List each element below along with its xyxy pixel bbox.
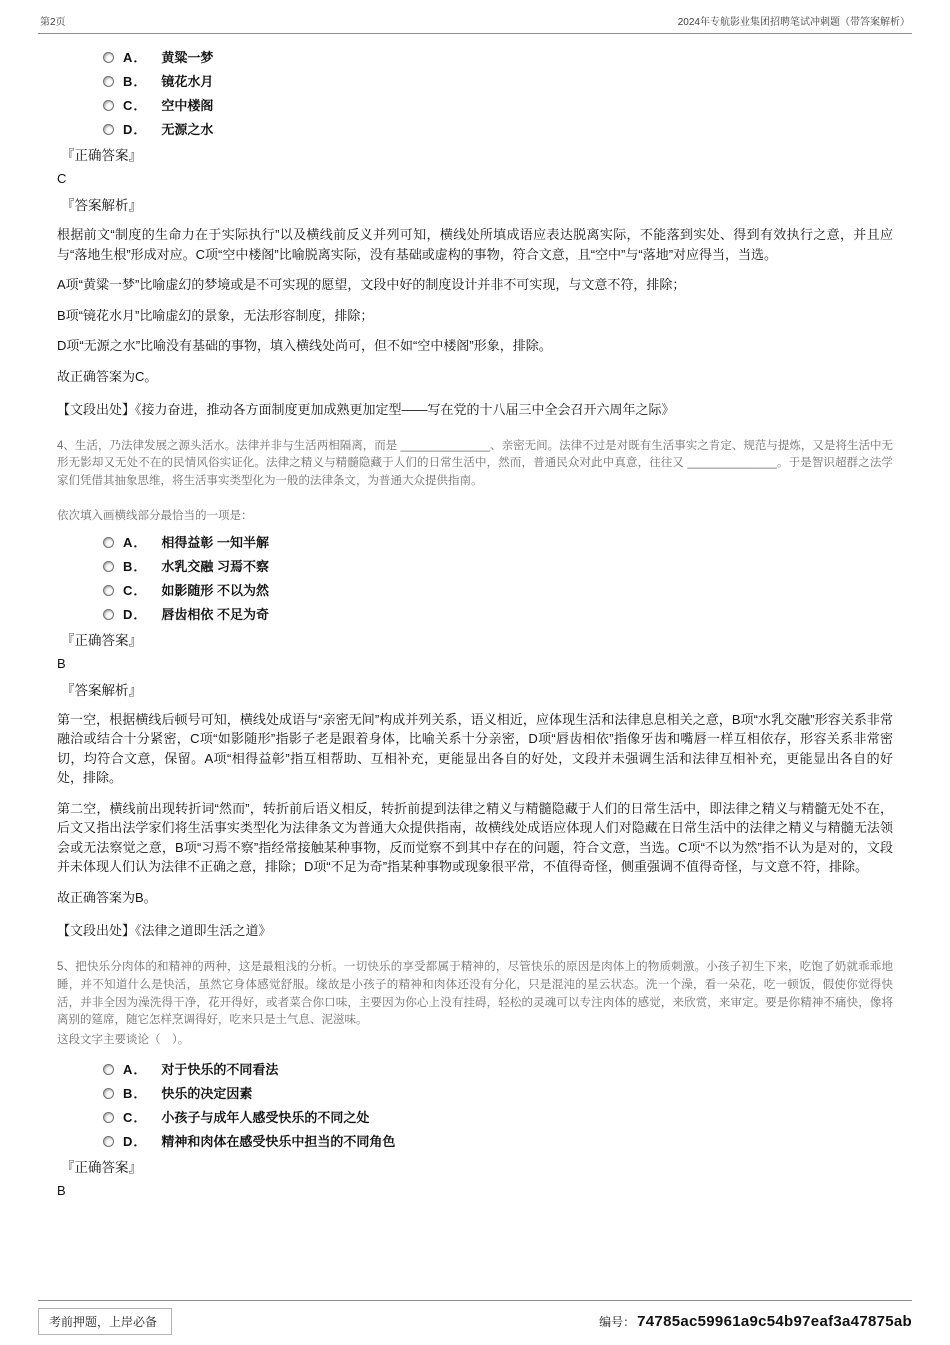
option-letter: B． — [123, 1086, 148, 1101]
radio-button[interactable] — [103, 76, 114, 87]
document-code — [599, 1313, 912, 1330]
radio-button[interactable] — [103, 1112, 114, 1123]
radio-button[interactable] — [103, 1088, 114, 1099]
correct-answer-label: 『正确答案』 — [61, 632, 142, 648]
question-5-block — [57, 959, 893, 1199]
question-4-block — [57, 438, 893, 941]
answer-analysis-label: 『答案解析』 — [61, 198, 142, 213]
option-letter: C． — [123, 582, 148, 598]
page-content — [57, 50, 893, 1199]
document-title: 2024年专航影业集团招聘笔试冲刺题（带答案解析） — [677, 17, 910, 28]
option-row — [103, 74, 893, 89]
analysis-paragraph: 根据前文“制度的生命力在于实际执行”以及横线前反义并列可知，横线处所填成语应表达脱离实际，不能落到实处、得到有效执行之意，并且应与“落地生根”形成对应。C项“空中楼阁”比喻脱离实际，没有基础或虚构的事物，符合文意，且“空中”与“落地”对应得当，当选。 — [57, 227, 893, 262]
option-letter: D． — [123, 122, 148, 137]
option-letter: A． — [123, 534, 148, 550]
analysis-paragraph: B项“镜花水月”比喻虚幻的景象，无法形容制度，排除； — [57, 307, 374, 323]
option-letter: C． — [123, 1110, 148, 1125]
correct-answer-value: C — [57, 171, 67, 186]
radio-button[interactable] — [103, 561, 114, 572]
page-number: 第2页 — [40, 17, 66, 28]
option-text: 如影随形 不以为然 — [161, 582, 270, 598]
option-row — [103, 122, 893, 137]
option-row — [103, 50, 893, 65]
option-letter: D． — [123, 606, 148, 622]
correct-answer-label: 『正确答案』 — [61, 1160, 142, 1175]
option-letter: A． — [123, 50, 148, 65]
radio-button[interactable] — [103, 124, 114, 135]
code-value: 74785ac59961a9c54b97eaf3a47875ab — [637, 1313, 912, 1330]
analysis-paragraph: A项“黄粱一梦”比喻虚幻的梦境或是不可实现的愿望，文段中好的制度设计并非不可实现，与文意不符，排除； — [57, 277, 686, 292]
analysis-paragraph: 第二空，横线前出现转折词“然而”，转折前后语义相反，转折前提到法律之精义与精髓隐藏于人们的日常生活中，即法律之精义与精髓无处不在，后文又指出法学家们将生活事实类型化为法律条文为普通大众提供指南，故横线处成语应体现人们对隐藏在日常生活中的法律之精义与精髓无法领会或无法察觉之意，B项“习焉不察”指经常接触某种事物，反而觉察不到其中存在的问题，符合文意，当选。C项“不以为然”指不认为是对的，文段并未体现人们认为法律不正确之意，排除；D项“不足为奇”指某种事物或现象很平常，不值得奇怪，侧重强调不值得奇怪，与文意不符，排除。 — [57, 800, 893, 875]
option-row — [103, 535, 893, 550]
answer-analysis-label: 『答案解析』 — [61, 682, 142, 698]
option-text: 镜花水月 — [161, 74, 214, 89]
option-text: 水乳交融 习焉不察 — [161, 558, 270, 574]
question-3-block — [57, 50, 893, 420]
analysis-conclusion: 故正确答案为C。 — [57, 368, 158, 384]
option-text: 对于快乐的不同看法 — [161, 1062, 279, 1077]
option-row — [103, 607, 893, 622]
option-text: 快乐的决定因素 — [161, 1086, 253, 1101]
option-row — [103, 1086, 893, 1101]
page-header — [38, 0, 912, 34]
option-row — [103, 1134, 893, 1149]
question-stem: 5、把快乐分肉体的和精神的两种，这是最粗浅的分析。一切快乐的享受都属于精神的，尽管快乐的原因是肉体上的物质刺激。小孩子初生下来，吃饱了奶就乖乖地睡，并不知道什么是快活，虽然它身体感觉舒服。缘故是小孩子的精神和肉体还没有分化，只是混沌的星云状态。洗一个澡，看一朵花，吃一顿饭，假使你觉得快活，并非全因为澡洗得干净，花开得好，或者菜合你口味，主要因为你心上没有挂碍，轻松的灵魂可以专注肉体的感觉，来欣赏，来审定。要是你精神不痛快，像将离别的筵席，随它怎样烹调得好，吃来只是土气息、泥滋味。 — [57, 960, 893, 1027]
radio-button[interactable] — [103, 609, 114, 620]
radio-button[interactable] — [103, 1064, 114, 1075]
radio-button[interactable] — [103, 537, 114, 548]
radio-button[interactable] — [103, 1136, 114, 1147]
option-text: 唇齿相依 不足为奇 — [161, 606, 270, 622]
analysis-conclusion: 故正确答案为B。 — [57, 889, 157, 905]
question-3-options — [57, 50, 893, 137]
option-row — [103, 98, 893, 113]
option-text: 无源之水 — [161, 122, 214, 137]
option-text: 精神和肉体在感受快乐中担当的不同角色 — [161, 1134, 396, 1149]
option-letter: B． — [123, 74, 148, 89]
radio-button[interactable] — [103, 585, 114, 596]
radio-button[interactable] — [103, 100, 114, 111]
question-prompt: 这段文字主要谈论（ ）。 — [57, 1034, 190, 1047]
option-letter: B． — [123, 558, 148, 574]
correct-answer-label: 『正确答案』 — [61, 148, 142, 163]
option-row — [103, 559, 893, 574]
question-instruction: 依次填入画横线部分最恰当的一项是： — [57, 509, 253, 522]
option-text: 黄粱一梦 — [161, 50, 214, 65]
question-5-options — [57, 1062, 893, 1149]
option-text: 相得益彰 一知半解 — [161, 534, 270, 550]
option-text: 小孩子与成年人感受快乐的不同之处 — [161, 1110, 370, 1125]
source-line: 【文段出处】《接力奋进，推动各方面制度更加成熟更加定型——写在党的十八届三中全会召开六周年之际》 — [57, 402, 675, 417]
option-row — [103, 1110, 893, 1125]
option-letter: D． — [123, 1134, 148, 1149]
analysis-paragraph: D项“无源之水”比喻没有基础的事物，填入横线处尚可，但不如“空中楼阁”形象，排除。 — [57, 338, 552, 353]
option-letter: A． — [123, 1062, 148, 1077]
source-line: 【文段出处】《法律之道即生活之道》 — [57, 923, 272, 939]
radio-button[interactable] — [103, 52, 114, 63]
page-footer — [38, 1300, 912, 1335]
correct-answer-value: B — [57, 655, 66, 671]
question-4-options — [57, 535, 893, 622]
option-row — [103, 583, 893, 598]
analysis-paragraph: 第一空，根据横线后顿号可知，横线处成语与“亲密无间”构成并列关系，语义相近，应体现生活和法律息息相关之意，B项“水乳交融”形容关系非常融洽或结合十分紧密，C项“如影随形”指影子老是跟着身体，比喻关系十分亲密，D项“唇齿相依”指像牙齿和嘴唇一样互相依存，形容关系非常密切，均符合文意，保留。A项“相得益彰”指互相帮助、互相补充，更能显出各自的好处，文段并未强调生活和法律互相补充，更能显出各自的好处，排除。 — [57, 711, 893, 786]
option-row — [103, 1062, 893, 1077]
code-label: 编号： — [599, 1315, 636, 1329]
correct-answer-value: B — [57, 1183, 66, 1198]
option-text: 空中楼阁 — [161, 98, 214, 113]
option-letter: C． — [123, 98, 148, 113]
question-stem: 4、生活，乃法律发展之源头活水。法律并非与生活两相隔离，而是 ______________、亲密无间。法律不过是对既有生活事实之肯定、规范与提炼，又是将生活中无形无影却又无处不在的民情风俗实证化。法律之精义与精髓隐藏于人们的日常生活中，然而，普通民众对此中真意，往往又 ______________。于是智识超群之法学家们凭借其抽象思维，将生活事实类型化为一般的法律条文，为普通大众提供指南。 — [57, 439, 893, 488]
footer-slogan: 考前押题，上岸必备 — [38, 1308, 172, 1335]
